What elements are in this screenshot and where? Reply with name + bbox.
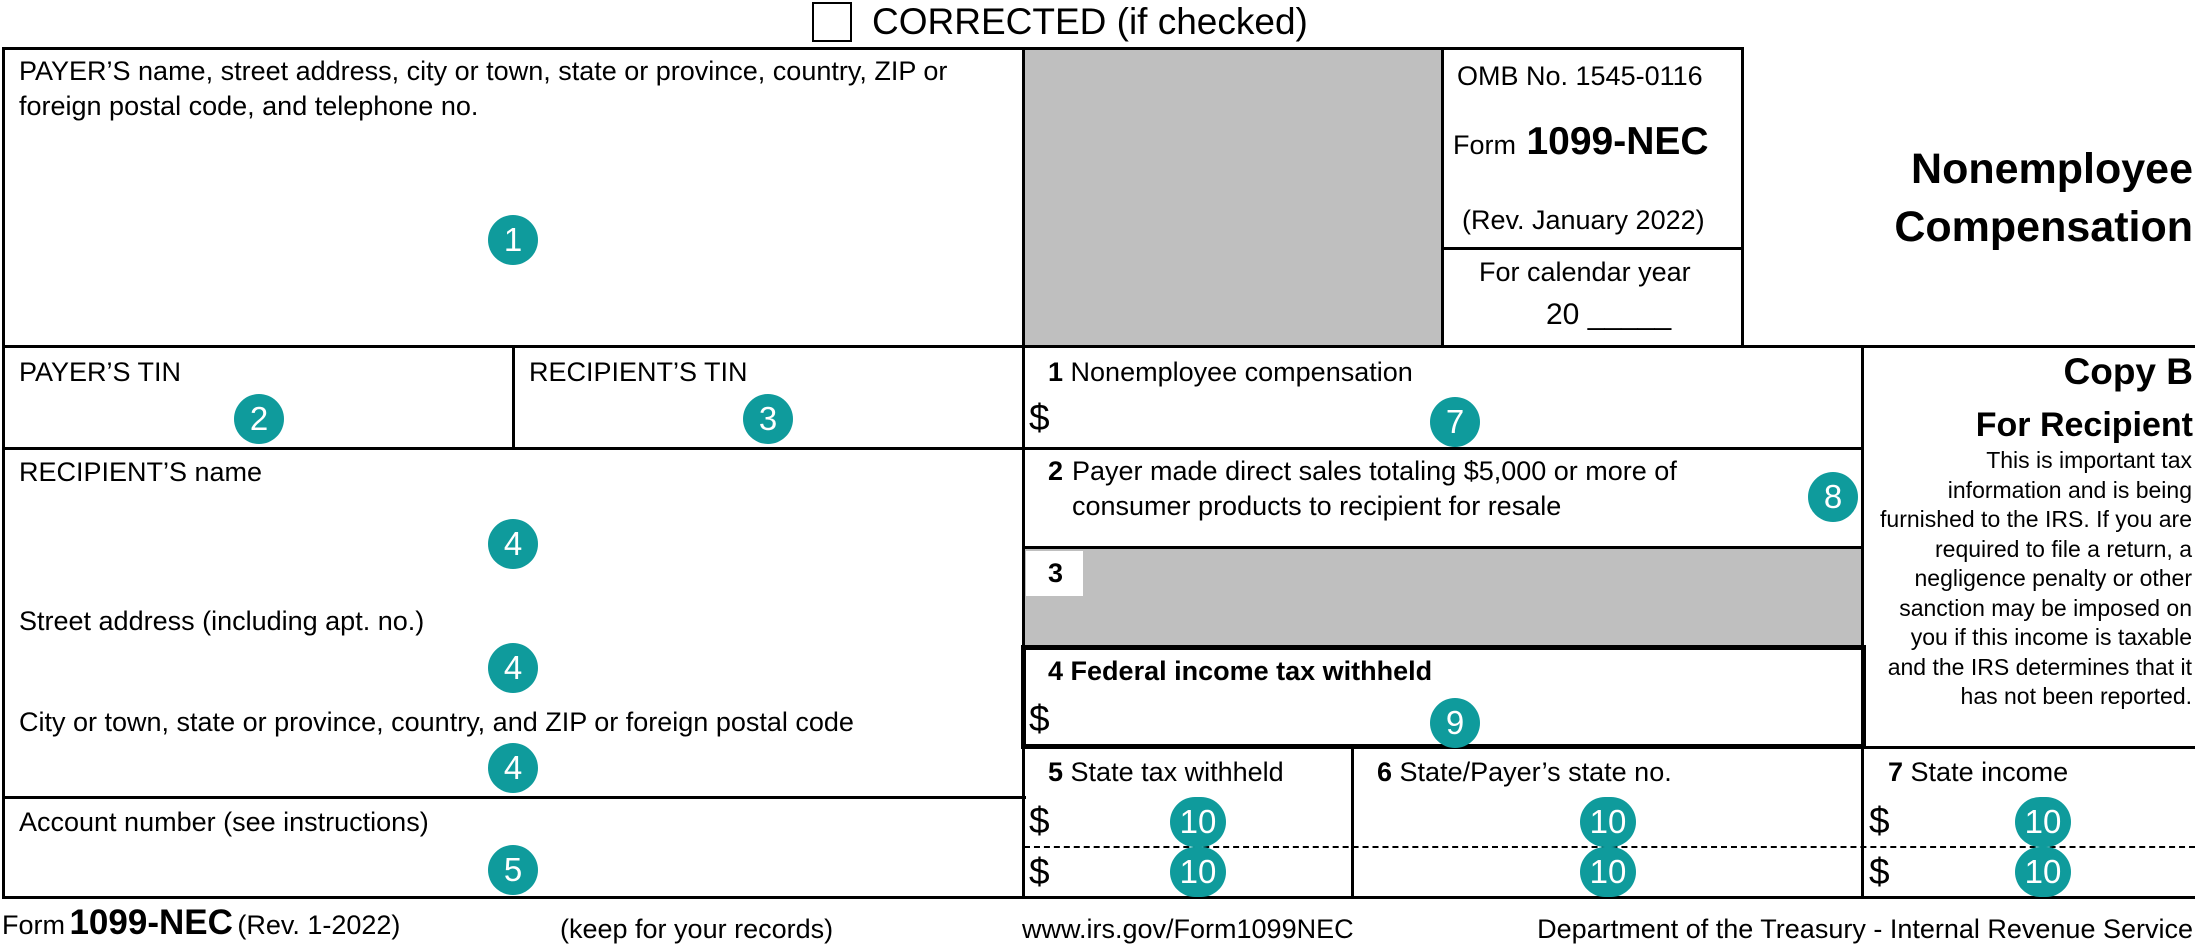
- street-address-label: Street address (including apt. no.): [19, 606, 425, 636]
- form-prefix: Form: [1453, 130, 1516, 160]
- box7-marker[interactable]: 10: [2015, 797, 2071, 847]
- footer-revision: (Rev. 1-2022): [237, 910, 401, 940]
- city-marker[interactable]: 4: [488, 743, 538, 793]
- corrected-checkbox[interactable]: [812, 2, 852, 42]
- box2-number: 2: [1048, 456, 1064, 486]
- box4-text: Federal income tax withheld: [1070, 656, 1433, 686]
- box1-marker[interactable]: 7: [1430, 397, 1480, 447]
- city-label: City or town, state or province, country, and ZIP or foreign postal code: [19, 707, 854, 737]
- box1-number: 1: [1048, 357, 1064, 387]
- box5-marker[interactable]: 10: [1170, 797, 1226, 847]
- payer-name-address-label: PAYER’S name, street address, city or town, state or province, country, ZIP or foreign postal code, and telephone no.: [19, 56, 948, 121]
- recipient-name-marker[interactable]: 4: [488, 519, 538, 569]
- omb-number: OMB No. 1545-0116: [1457, 61, 1703, 91]
- box7-label: [1888, 755, 2068, 790]
- account-number-marker[interactable]: 5: [488, 845, 538, 895]
- footer-keep-note: (keep for your records): [560, 914, 834, 944]
- row-divider: [2, 796, 1026, 799]
- form-title: [1894, 140, 2193, 256]
- calendar-year-label: For calendar year: [1479, 257, 1691, 287]
- payer-field-marker[interactable]: 1: [488, 215, 538, 265]
- form-revision: (Rev. January 2022): [1462, 205, 1705, 235]
- copy-subtitle: For Recipient: [1975, 406, 2193, 444]
- street-address-marker[interactable]: 4: [488, 643, 538, 693]
- box1-dollar-sign: $: [1029, 397, 1050, 438]
- box2-label: [1048, 454, 1788, 524]
- account-number-label: Account number (see instructions): [19, 807, 429, 837]
- box6-number: 6: [1377, 757, 1393, 787]
- box6-text: State/Payer’s state no.: [1399, 757, 1672, 787]
- footer-agency: Department of the Treasury - Internal Revenue Service: [1537, 914, 2193, 944]
- form-id: [1453, 120, 1709, 164]
- column-divider: [512, 345, 515, 449]
- footer-form-prefix: Form: [2, 910, 65, 940]
- box4-label: [1048, 654, 1432, 689]
- box6-label: [1377, 755, 1672, 790]
- box5-text: State tax withheld: [1070, 757, 1284, 787]
- row-divider: [2, 447, 1864, 450]
- copy-notice: This is important tax information and is being furnished to the IRS. If you are required to file a return, a negligence penalty or other sanction may be imposed on you if this income is taxable and the IRS determines that it has not been reported.: [1880, 447, 2192, 709]
- copy-title: Copy B: [2063, 351, 2193, 392]
- row-divider: [1864, 746, 2195, 749]
- footer-form-id: [2, 903, 400, 943]
- box7-text: State income: [1910, 757, 2069, 787]
- recipient-tin-label: RECIPIENT’S TIN: [529, 357, 748, 387]
- box7-dollar-sign: $: [1869, 851, 1890, 892]
- box2-checkbox-marker[interactable]: 8: [1808, 472, 1858, 522]
- box7-dollar-sign: $: [1869, 800, 1890, 841]
- column-divider: [1861, 345, 1864, 899]
- column-divider: [1351, 746, 1354, 899]
- footer-form-name: 1099-NEC: [69, 903, 233, 942]
- box5-dollar-sign: $: [1029, 851, 1050, 892]
- recipient-name-label: RECIPIENT’S name: [19, 457, 263, 487]
- form-left-border: [2, 47, 5, 899]
- column-divider: [1741, 47, 1744, 347]
- box5-number: 5: [1048, 757, 1064, 787]
- box2-text: Payer made direct sales totaling $5,000 or more of consumer products to recipient for resale: [1072, 456, 1677, 521]
- payer-tin-marker[interactable]: 2: [234, 394, 284, 444]
- year-blank: _____: [1587, 298, 1672, 331]
- box3-shaded-area: [1024, 549, 1862, 647]
- year-prefix: 20: [1546, 298, 1580, 331]
- corrected-label: CORRECTED (if checked): [872, 1, 1308, 42]
- form-bottom-border: [2, 896, 2195, 899]
- form-title-line1: Nonemployee: [1911, 145, 2193, 193]
- box6-marker[interactable]: 10: [1580, 847, 1636, 897]
- box1-text: Nonemployee compensation: [1070, 357, 1413, 387]
- box7-number: 7: [1888, 757, 1904, 787]
- calendar-year-field[interactable]: [1546, 297, 1671, 333]
- form-title-line2: Compensation: [1894, 203, 2193, 251]
- column-divider: [1441, 47, 1444, 347]
- box3-number: 3: [1048, 558, 1064, 588]
- form-top-border: [2, 47, 1744, 50]
- recipient-tin-marker[interactable]: 3: [743, 394, 793, 444]
- footer-url[interactable]: www.irs.gov/Form1099NEC: [1022, 914, 1354, 944]
- payer-shaded-area: [1024, 49, 1443, 347]
- box6-marker[interactable]: 10: [1580, 797, 1636, 847]
- column-divider: [1022, 47, 1025, 899]
- box4-dollar-sign: $: [1029, 698, 1050, 739]
- box5-label: [1048, 755, 1284, 790]
- row-divider: [2, 345, 2195, 348]
- box1-label: [1048, 355, 1413, 390]
- payer-tin-label: PAYER’S TIN: [19, 357, 182, 387]
- box5-dollar-sign: $: [1029, 800, 1050, 841]
- box4-marker[interactable]: 9: [1430, 698, 1480, 748]
- box5-marker[interactable]: 10: [1170, 847, 1226, 897]
- row-divider: [1024, 546, 1864, 549]
- row-divider: [1443, 247, 1744, 250]
- box4-number: 4: [1048, 656, 1064, 686]
- form-name: 1099-NEC: [1526, 120, 1709, 163]
- box7-marker[interactable]: 10: [2015, 847, 2071, 897]
